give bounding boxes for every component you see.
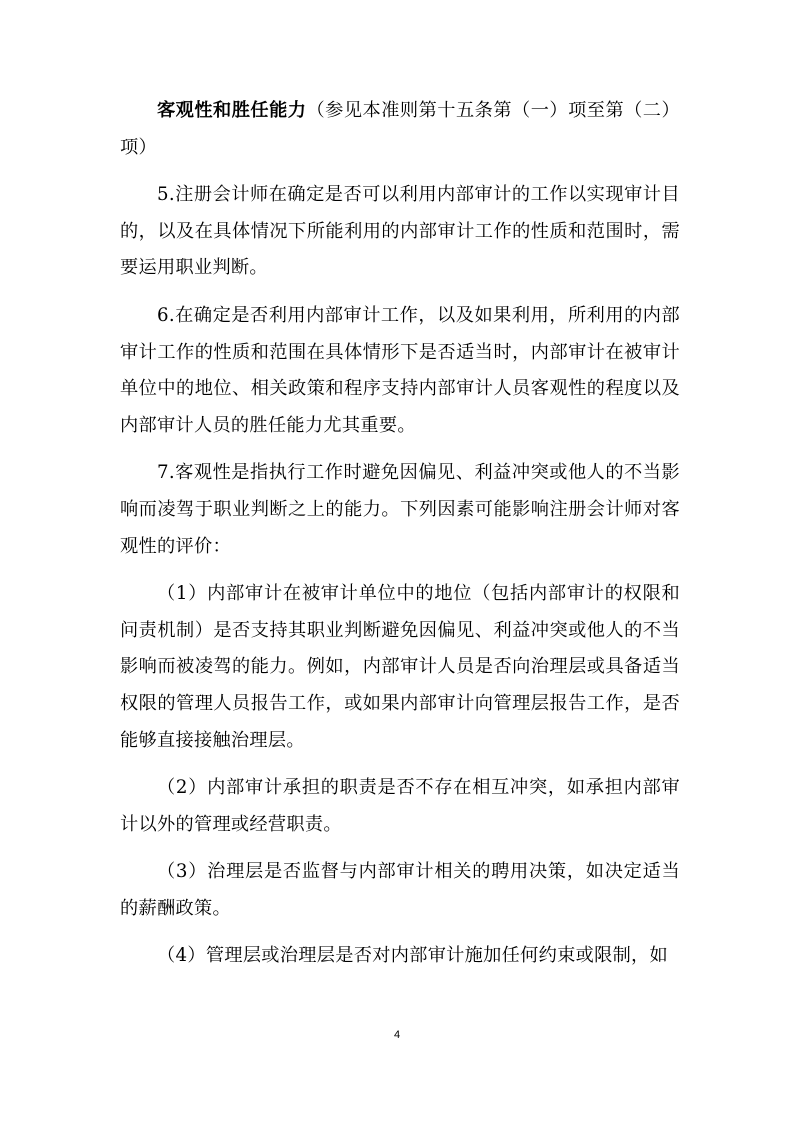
section-heading-bold: 客观性和胜任能力: [157, 100, 307, 121]
list-item-4: （4）管理层或治理层是否对内部审计施加任何约束或限制，如: [157, 945, 669, 967]
paragraph-5: 5.注册会计师在确定是否可以利用内部审计的工作以实现审计目的，以及在具体情况下所能利用的内部审计工作的性质和范围时，需要运用职业判断。: [120, 184, 680, 279]
paragraph-6: 6.在确定是否利用内部审计工作，以及如果利用，所利用的内部审计工作的性质和范围在具体情形下是否适当时，内部审计在被审计单位中的地位、相关政策和程序支持内部审计人员客观性的程度以及内部审计人员的胜任能力尤其重要。: [120, 304, 680, 436]
section-heading: [120, 93, 680, 166]
document-body: [120, 93, 680, 986]
paragraph-7: 7.客观性是指执行工作时避免因偏见、利益冲突或他人的不当影响而凌驾于职业判断之上的能力。下列因素可能影响注册会计师对客观性的评价：: [120, 462, 680, 557]
list-item-1: （1）内部审计在被审计单位中的地位（包括内部审计的权限和问责机制）是否支持其职业判断避免因偏见、利益冲突或他人的不当影响而被凌驾的能力。例如，内部审计人员是否向治理层或具备适当权限的管理人员报告工作，或如果内部审计向管理层报告工作，是否能够直接接触治理层。: [120, 583, 680, 751]
list-item-3: （3）治理层是否监督与内部审计相关的聘用决策，如决定适当的薪酬政策。: [120, 861, 680, 919]
page-number: 4: [393, 1029, 401, 1041]
section-heading-reference: （参见本准则第十五条第（一）项至第（二）项）: [120, 100, 680, 158]
list-item-2: （2）内部审计承担的职责是否不存在相互冲突，如承担内部审计以外的管理或经营职责。: [120, 777, 680, 835]
